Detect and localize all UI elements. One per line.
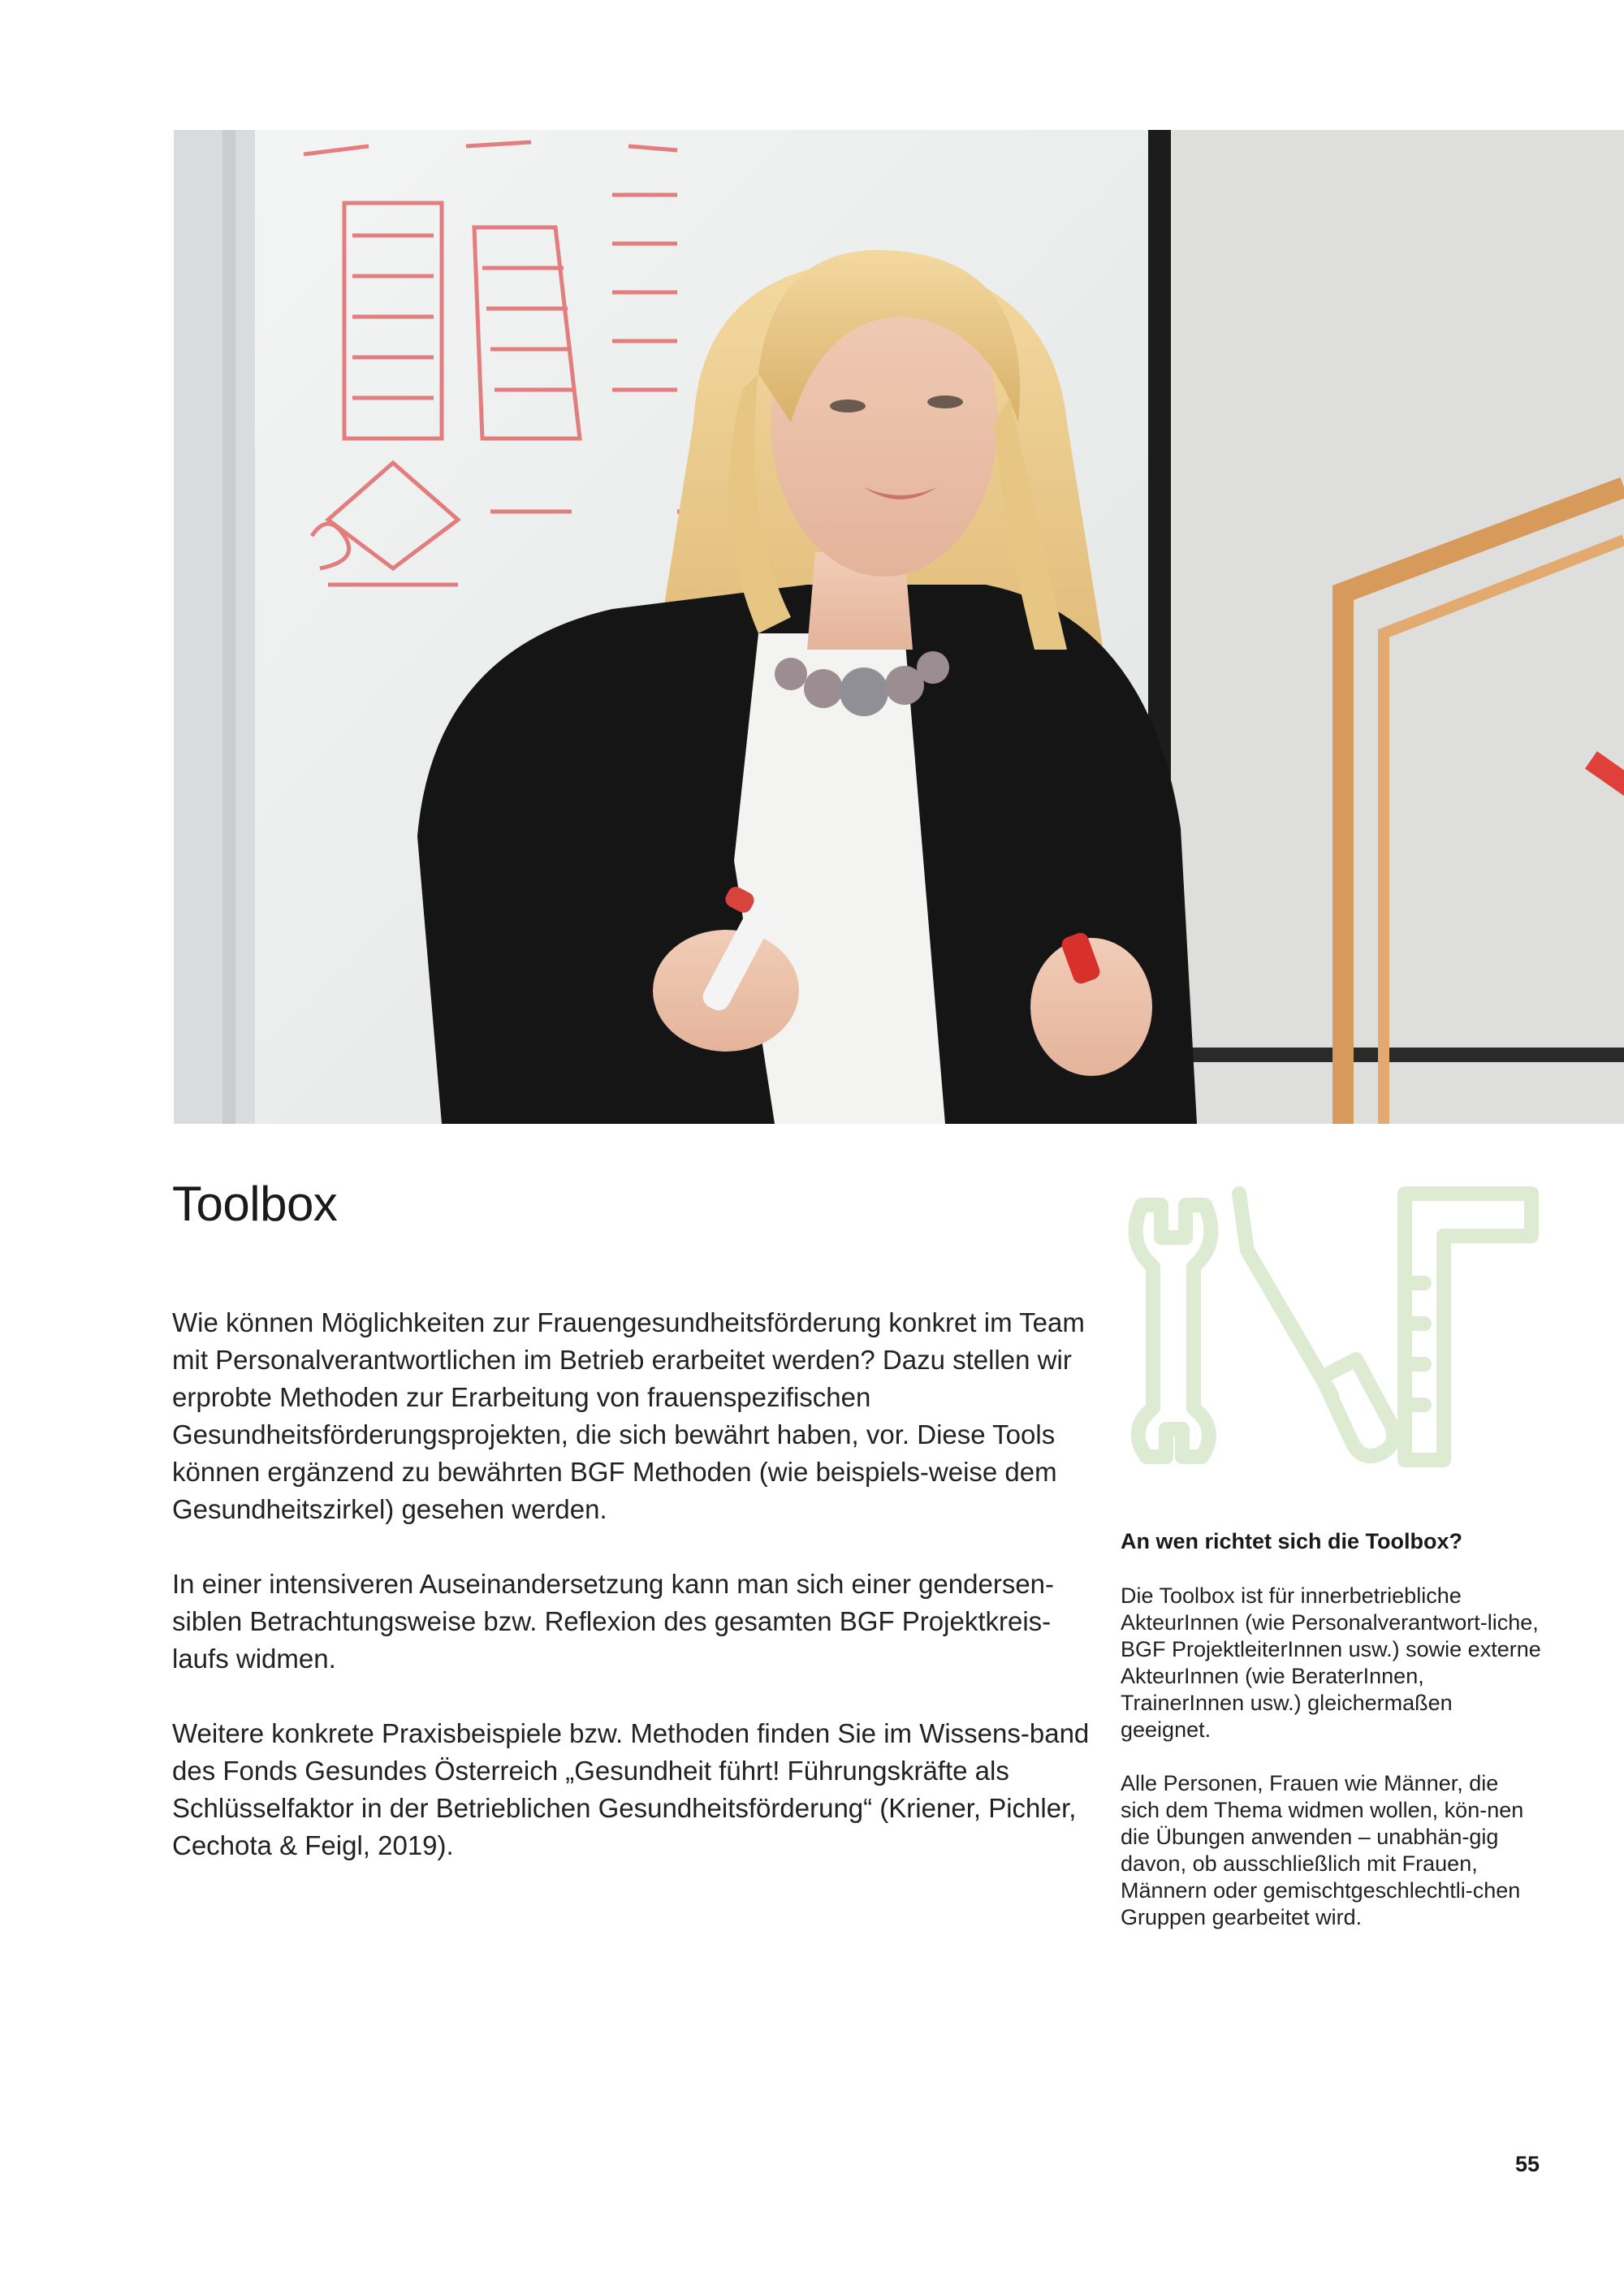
- sidebar-heading: An wen richtet sich die Toolbox?: [1121, 1529, 1463, 1553]
- sidebar: [1121, 1528, 1543, 1958]
- paragraph: In einer intensiveren Auseinandersetzung kann man sich einer gendersen-siblen Betrachtungsweise bzw. Reflexion des gesamten BGF Projektkreis-laufs widmen.: [172, 1569, 1055, 1674]
- paragraph: Weitere konkrete Praxisbeispiele bzw. Methoden finden Sie im Wissens-band des Fonds Gesundes Österreich „Gesundheit führt! Führungskräfte als Schlüsselfaktor in der Betrieblichen Gesundheitsförderung“ (Kriener, Pichler, Cechota & Feigl, 2019).: [172, 1718, 1090, 1860]
- page-title: Toolbox: [172, 1177, 338, 1231]
- paragraph: Wie können Möglichkeiten zur Frauengesundheitsförderung konkret im Team mit Personalverantwortlichen im Betrieb erarbeitet werden? Dazu stellen wir erprobte Methoden zur Erarbeitung von frauenspezifischen Gesundheitsförderungsprojekten, die sich bewährt haben, vor. Diese Tools können ergänzend zu bewährten BGF Methoden (wie beispiels-weise dem Gesundheitszirkel) gesehen werden.: [172, 1307, 1085, 1524]
- photo-woman-presenting-at-whiteboard-icon: [174, 130, 1624, 1124]
- sidebar-paragraph: Die Toolbox ist für innerbetriebliche AkteurInnen (wie Personalverantwort-liche, BGF ProjektleiterInnen usw.) sowie externe AkteurInnen (wie BeraterInnen, TrainerInnen usw.) gleichermaßen geeignet.: [1121, 1583, 1541, 1742]
- sidebar-paragraph: Alle Personen, Frauen wie Männer, die sich dem Thema widmen wollen, kön-nen die Übungen anwenden – unabhän-gig davon, ob ausschließlich mit Frauen, Männern oder gemischtgeschlechtli-chen Gruppen gearbeitet wird.: [1121, 1771, 1524, 1929]
- page-number: 55: [1514, 2152, 1540, 2176]
- tools-icon: [1119, 1186, 1541, 1471]
- hero-photo: [174, 130, 1624, 1124]
- main-text: [172, 1304, 1090, 1902]
